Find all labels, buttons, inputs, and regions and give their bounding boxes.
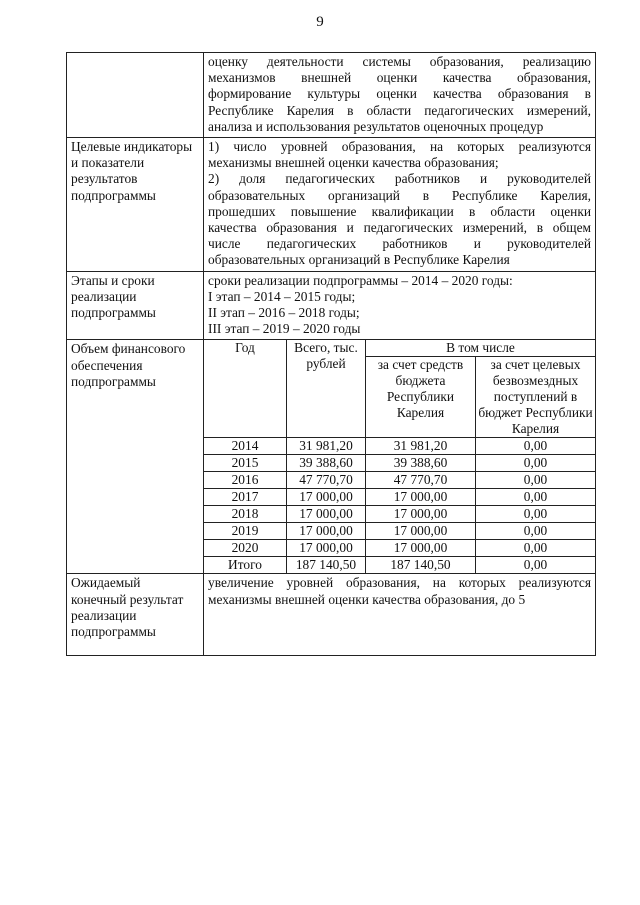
cell-targeted: 0,00	[476, 557, 596, 574]
cell-year: 2020	[204, 540, 287, 557]
expected-result-label: Ожидаемый конечный результат реализации подпрограммы	[67, 574, 204, 656]
cell-year: 2018	[204, 506, 287, 523]
cell-budget: 47 770,70	[366, 472, 476, 489]
cell-targeted: 0,00	[476, 506, 596, 523]
subprogram-passport-table	[66, 52, 596, 656]
text-line: 2) доля педагогических работников и руководителей	[208, 171, 591, 187]
table-row	[204, 472, 595, 489]
cell-total: 17 000,00	[287, 540, 366, 557]
header-budget: за счет средств бюджета Республики Карелия	[366, 357, 476, 438]
table-row	[204, 540, 595, 557]
table-row	[204, 523, 595, 540]
cell-year: 2015	[204, 455, 287, 472]
row-continuation-label	[67, 53, 204, 138]
page-number: 9	[316, 14, 324, 30]
text-line: образовательных организаций в Республике Карелия,	[208, 187, 591, 203]
cell-year: 2019	[204, 523, 287, 540]
text-line: качества образования и педагогических измерений, в общем	[208, 220, 591, 236]
financing-cell	[204, 340, 596, 574]
text-line: механизмы внешней оценки качества образования, до 5	[208, 591, 526, 607]
cell-total: 17 000,00	[287, 523, 366, 540]
table-row	[204, 455, 595, 472]
header-total: Всего, тыс. рублей	[287, 340, 366, 438]
table-row	[204, 506, 595, 523]
cell-targeted: 0,00	[476, 472, 596, 489]
cell-budget: 187 140,50	[366, 557, 476, 574]
table-row-total	[204, 557, 595, 574]
row-stages	[67, 271, 596, 340]
table-row	[204, 489, 595, 506]
cell-year: 2014	[204, 438, 287, 455]
cell-budget: 39 388,60	[366, 455, 476, 472]
row-continuation	[67, 53, 596, 138]
text-line: механизмов внешней оценки качества образования,	[208, 70, 591, 86]
cell-targeted: 0,00	[476, 523, 596, 540]
row-continuation-text	[204, 53, 596, 138]
text-line: I этап – 2014 – 2015 годы;	[208, 288, 356, 304]
text-line: образовательных организаций в Республике Карелия	[208, 252, 510, 268]
cell-budget: 31 981,20	[366, 438, 476, 455]
cell-budget: 17 000,00	[366, 523, 476, 540]
cell-budget: 17 000,00	[366, 506, 476, 523]
target-indicators-label: Целевые индикаторы и показатели результатов подпрограммы	[67, 138, 204, 272]
text-line: II этап – 2016 – 2018 годы;	[208, 305, 360, 321]
cell-total: 47 770,70	[287, 472, 366, 489]
financing-label: Объем финансового обеспечения подпрограммы	[67, 340, 204, 574]
header-targeted: за счет целевых безвозмездных поступлений в бюджет Республики Карелия	[476, 357, 596, 438]
stages-text	[204, 271, 596, 340]
text-line: III этап – 2019 – 2020 годы	[208, 321, 361, 337]
row-target-indicators	[67, 138, 596, 272]
cell-targeted: 0,00	[476, 438, 596, 455]
cell-total: 17 000,00	[287, 506, 366, 523]
text-line: формирование культуры оценки качества образования в	[208, 86, 591, 102]
cell-total: 187 140,50	[287, 557, 366, 574]
cell-targeted: 0,00	[476, 540, 596, 557]
row-financing	[67, 340, 596, 574]
row-expected-result	[67, 574, 596, 656]
cell-year: 2017	[204, 489, 287, 506]
cell-total: 17 000,00	[287, 489, 366, 506]
table-row	[204, 438, 595, 455]
text-line: механизмы внешней оценки качества образования;	[208, 155, 499, 171]
cell-targeted: 0,00	[476, 455, 596, 472]
text-line: Республике Карелия в области педагогических измерений,	[208, 102, 591, 118]
text-line: числе педагогических работников и руководителей	[208, 236, 591, 252]
cell-budget: 17 000,00	[366, 540, 476, 557]
text-line: оценку деятельности системы образования, реализацию	[208, 54, 591, 69]
target-indicators-text	[204, 138, 596, 272]
cell-budget: 17 000,00	[366, 489, 476, 506]
cell-total: 39 388,60	[287, 455, 366, 472]
stages-label: Этапы и сроки реализации подпрограммы	[67, 271, 204, 340]
header-including: В том числе	[366, 340, 596, 357]
expected-result-text	[204, 574, 596, 656]
financing-table	[204, 340, 595, 573]
text-line: увеличение уровней образования, на которых реализуются	[208, 575, 591, 591]
cell-year: 2016	[204, 472, 287, 489]
text-line: сроки реализации подпрограммы – 2014 – 2020 годы:	[208, 272, 513, 288]
cell-targeted: 0,00	[476, 489, 596, 506]
header-year: Год	[204, 340, 287, 438]
text-line: 1) число уровней образования, на которых реализуются	[208, 139, 591, 155]
cell-total: 31 981,20	[287, 438, 366, 455]
text-line: прошедших повышение квалификации в области оценки	[208, 203, 591, 219]
text-line: анализа и использования результатов оценочных процедур	[208, 118, 544, 134]
cell-year: Итого	[204, 557, 287, 574]
